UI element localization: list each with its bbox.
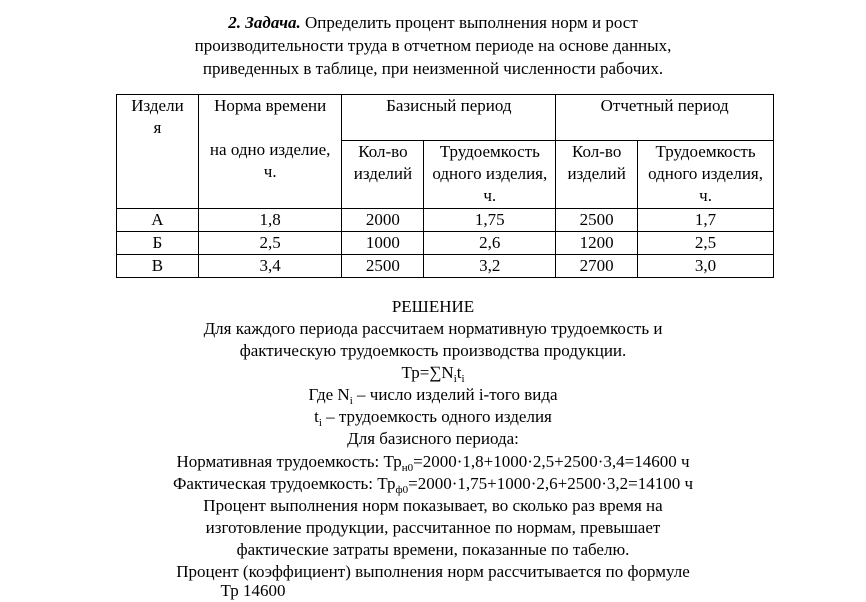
header-rep-qty-text-1: Кол-во: [572, 142, 622, 161]
fact-pre: Фактическая трудоемкость: Тр: [172, 474, 396, 493]
header-base-period: Базисный период: [342, 95, 556, 141]
ti-post: – трудоемкость одного изделия: [321, 407, 552, 426]
solution-p2-line-3: фактические затраты времени, показанные по табелю.: [236, 540, 630, 559]
cell-norm: 1,8: [198, 209, 342, 232]
header-base-qty-text-1: Кол-во: [358, 142, 408, 161]
cell-norm: 2,5: [198, 232, 342, 255]
header-product-text-1: Издели: [131, 96, 184, 115]
solution-p1-line-2: фактическую трудоемкость производства продукции.: [239, 341, 627, 360]
table-row: [117, 255, 774, 278]
norm-sub: н0: [401, 462, 414, 474]
solution-heading: РЕШЕНИЕ: [391, 297, 475, 316]
header-norm: [198, 95, 342, 209]
table-row: [117, 232, 774, 255]
cell-rep-qty: 2700: [556, 255, 638, 278]
cell-base-labor: 1,75: [424, 209, 556, 232]
header-base-qty: [342, 141, 424, 209]
header-rep-qty-text-2: изделий: [567, 164, 626, 183]
where-post: – число изделий i-того вида: [352, 385, 558, 404]
formula-mid: t: [456, 363, 462, 382]
where-sub: i: [349, 395, 353, 407]
solution-p2-line-1: Процент выполнения норм показывает, во сколько раз время на: [203, 496, 663, 515]
cell-product: Б: [117, 232, 199, 255]
header-base-labor-text-3: ч.: [483, 186, 497, 205]
cell-rep-labor: 1,7: [638, 209, 774, 232]
where-line: [0, 384, 866, 408]
header-rep-labor-text-2: одного изделия,: [648, 164, 764, 183]
fact-sub: ф0: [395, 484, 409, 496]
ti-pre: t: [314, 407, 319, 426]
header-rep-labor: [638, 141, 774, 209]
header-rep-labor-text-1: Трудоемкость: [655, 142, 756, 161]
cell-rep-qty: 2500: [556, 209, 638, 232]
formula-lhs: Тр=∑N: [401, 363, 454, 382]
task-line-3: приведенных в таблице, при неизменной численности рабочих.: [202, 59, 664, 78]
fact-post: =2000·1,75+1000·2,6+2500·3,2=14100 ч: [408, 474, 693, 493]
header-product-text-2: я: [153, 118, 162, 137]
task-label: 2. Задача.: [228, 13, 301, 32]
formula-sub-1: i: [453, 373, 457, 385]
header-base-qty-text-2: изделий: [353, 164, 413, 183]
header-rep-labor-text-3: ч.: [699, 186, 712, 205]
task-line-2: производительности труда в отчетном периоде на основе данных,: [194, 36, 672, 55]
normative-labor-line: [0, 451, 866, 475]
header-base-labor-text-2: одного изделия,: [432, 164, 548, 183]
header-norm-text-3: ч.: [263, 162, 277, 181]
cell-product: В: [117, 255, 199, 278]
solution-p2-line-2: изготовление продукции, рассчитанное по нормам, превышает: [205, 518, 661, 537]
cell-product: А: [117, 209, 199, 232]
solution-p3-line-1: Процент (коэффициент) выполнения норм рассчитывается по формуле: [176, 562, 690, 581]
table-header-row-1: [117, 95, 774, 141]
clipped-formula-line: [0, 580, 866, 600]
cell-base-labor: 2,6: [424, 232, 556, 255]
base-period-heading: Для базисного периода:: [347, 429, 519, 448]
task-line-1: [0, 12, 866, 34]
ti-sub: i: [318, 417, 322, 429]
cell-norm: 3,4: [198, 255, 342, 278]
norm-post: =2000·1,8+1000·2,5+2500·3,4=14600 ч: [413, 452, 690, 471]
cell-base-labor: 3,2: [424, 255, 556, 278]
cell-base-qty: 1000: [342, 232, 424, 255]
header-base-labor: [424, 141, 556, 209]
table-row: [117, 209, 774, 232]
header-norm-text-1: Норма времени: [214, 96, 327, 115]
where-pre: Где N: [308, 385, 350, 404]
header-base-labor-text-1: Трудоемкость: [439, 142, 540, 161]
cell-rep-qty: 1200: [556, 232, 638, 255]
data-table: [116, 94, 774, 278]
actual-labor-line: [0, 473, 866, 497]
header-rep-qty: [556, 141, 638, 209]
formula-sub-2: i: [461, 373, 465, 385]
ti-line: [0, 406, 866, 430]
solution-p1-line-1: Для каждого периода рассчитаем нормативную трудоемкость и: [203, 319, 663, 338]
cell-rep-labor: 3,0: [638, 255, 774, 278]
clipped-formula-text: Тр 14600: [220, 581, 286, 600]
header-product: [117, 95, 199, 209]
header-report-period: Отчетный период: [556, 95, 774, 141]
task-text-1: Определить процент выполнения норм и рост: [300, 13, 638, 32]
norm-pre: Нормативная трудоемкость: Тр: [176, 452, 402, 471]
formula-line: [0, 362, 866, 386]
cell-rep-labor: 2,5: [638, 232, 774, 255]
cell-base-qty: 2500: [342, 255, 424, 278]
header-norm-text-2: на одно изделие,: [209, 140, 331, 159]
cell-base-qty: 2000: [342, 209, 424, 232]
